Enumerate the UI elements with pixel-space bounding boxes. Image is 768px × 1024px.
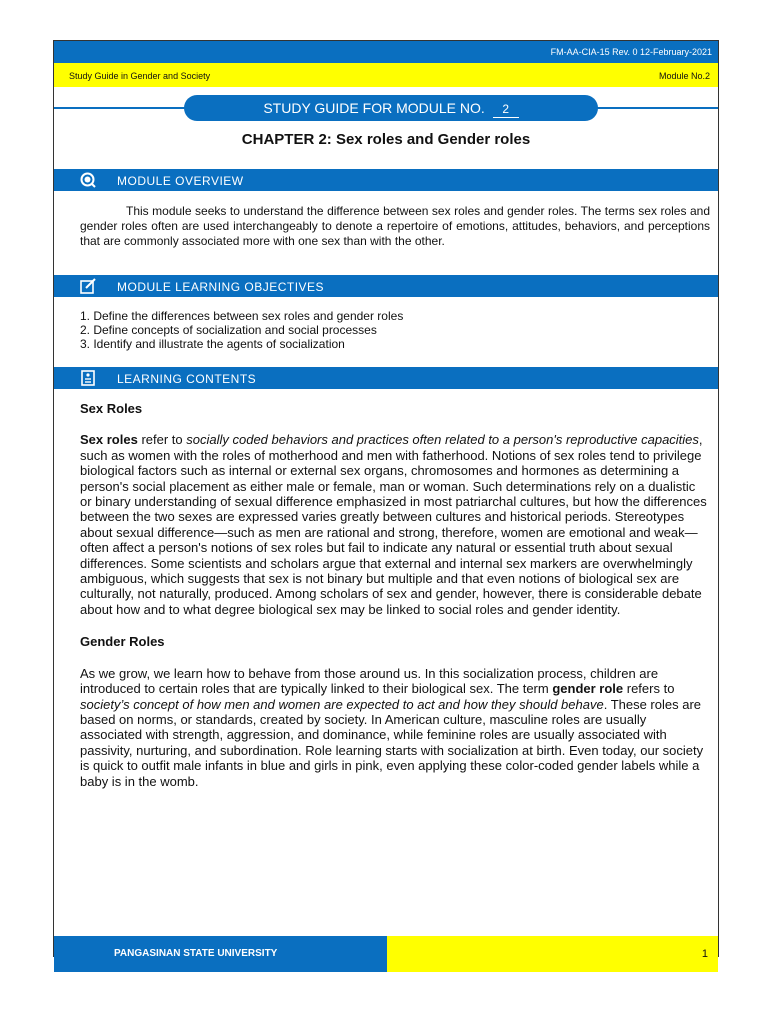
learning-objectives-label: MODULE LEARNING OBJECTIVES (117, 280, 325, 294)
learning-contents-bar (54, 367, 718, 389)
module-number: Module No.2 (658, 71, 710, 81)
objective-item: 2. Define concepts of socialization and social processes (80, 323, 377, 337)
sex-roles-body: , such as women with the roles of motherhood and men with fatherhood. Notions of sex roles tend to privilege biological factors such as internal or external sex organs, chromosomes and hormones as determining a person's social placement as either male or female, man or woman. Such determinations rely on a dualistic or binary understanding of sexual difference emphasized in most patriarchal cultures, but how the differences between the two sexes are expressed varies greatly between cultures and historical periods. Stereotypes about sexual difference—such as men are rational and strong, therefore, women are emotional and weak—often affect a person's notions of sex roles but fail to indicate any natural or essential truth about sexual differences. Some scientists and scholars argue that external and internal sex markers are overwhelmingly ambiguous, which suggests that sex is not binary but multiple and that even notions of biological sex are culturally, not naturally, produced. Among scholars of sex and gender, however, there is considerable debate about how and to what degree biological sex may be linked to social roles and gender identity. (80, 432, 707, 617)
objective-item: 1. Define the differences between sex roles and gender roles (80, 309, 404, 323)
document-icon (80, 370, 96, 386)
guide-header-bar (54, 63, 718, 87)
footer-page-bar (387, 936, 718, 972)
learning-contents (80, 401, 710, 789)
footer-university-bar (54, 936, 387, 972)
gender-roles-heading: Gender Roles (80, 634, 165, 650)
document-page (53, 40, 719, 960)
gender-roles-paragraph (80, 666, 710, 789)
objective-item: 3. Identify and illustrate the agents of socialization (80, 337, 345, 351)
learning-contents-label: LEARNING CONTENTS (117, 372, 257, 386)
study-guide-banner (184, 95, 598, 121)
edit-icon (80, 278, 96, 294)
banner-title: STUDY GUIDE FOR MODULE NO. (263, 100, 485, 116)
guide-title: Study Guide in Gender and Society (69, 71, 211, 81)
sex-roles-term: Sex roles (80, 432, 138, 448)
university-name: PANGASINAN STATE UNIVERSITY (114, 948, 278, 959)
gender-roles-connector: refers to (623, 681, 675, 697)
banner-line-right (590, 107, 718, 109)
magnifier-icon (80, 172, 96, 188)
module-overview-bar (54, 169, 718, 191)
banner-module-number: 2 (493, 101, 519, 118)
form-code: FM-AA-CIA-15 Rev. 0 12-February-2021 (550, 47, 712, 57)
module-overview-text: This module seeks to understand the difference between sex roles and gender roles. The terms sex roles and gender roles often are used interchangeably to denote a repertoire of emotions, attitudes, behaviors, and perceptions that are commonly associated more with one sex than with the other. (80, 204, 710, 248)
gender-roles-intro: As we grow, we learn how to behave from those around us. In this socialization process, children are introduced to certain roles that are typically linked to their biological sex. The term (80, 665, 659, 697)
sex-roles-definition: socially coded behaviors and practices often related to a person's reproductive capacities (186, 432, 699, 448)
banner-line-left (54, 107, 194, 109)
gender-roles-body: . These roles are based on norms, or standards, created by society. In American culture, masculine roles are usually associated with strength, aggression, and dominance, while feminine roles are usually associated with passivity, nurturing, and subordination. Role learning starts with socialization at birth. Even today, our society is quick to outfit male infants in blue and girls in pink, even applying these color-coded gender labels while a baby is in the womb. (80, 696, 704, 789)
page-number: 1 (701, 948, 708, 960)
module-overview-label: MODULE OVERVIEW (117, 174, 244, 188)
top-header-bar (54, 41, 718, 63)
gender-role-term: gender role (552, 681, 624, 697)
learning-objectives-bar (54, 275, 718, 297)
sex-roles-heading: Sex Roles (80, 401, 143, 416)
objectives-list (80, 309, 710, 351)
sex-roles-paragraph (80, 432, 710, 617)
chapter-title: CHAPTER 2: Sex roles and Gender roles (241, 131, 531, 148)
sex-roles-connector: refer to (137, 432, 187, 448)
gender-role-definition: society’s concept of how men and women are expected to act and how they should behave (80, 696, 604, 712)
